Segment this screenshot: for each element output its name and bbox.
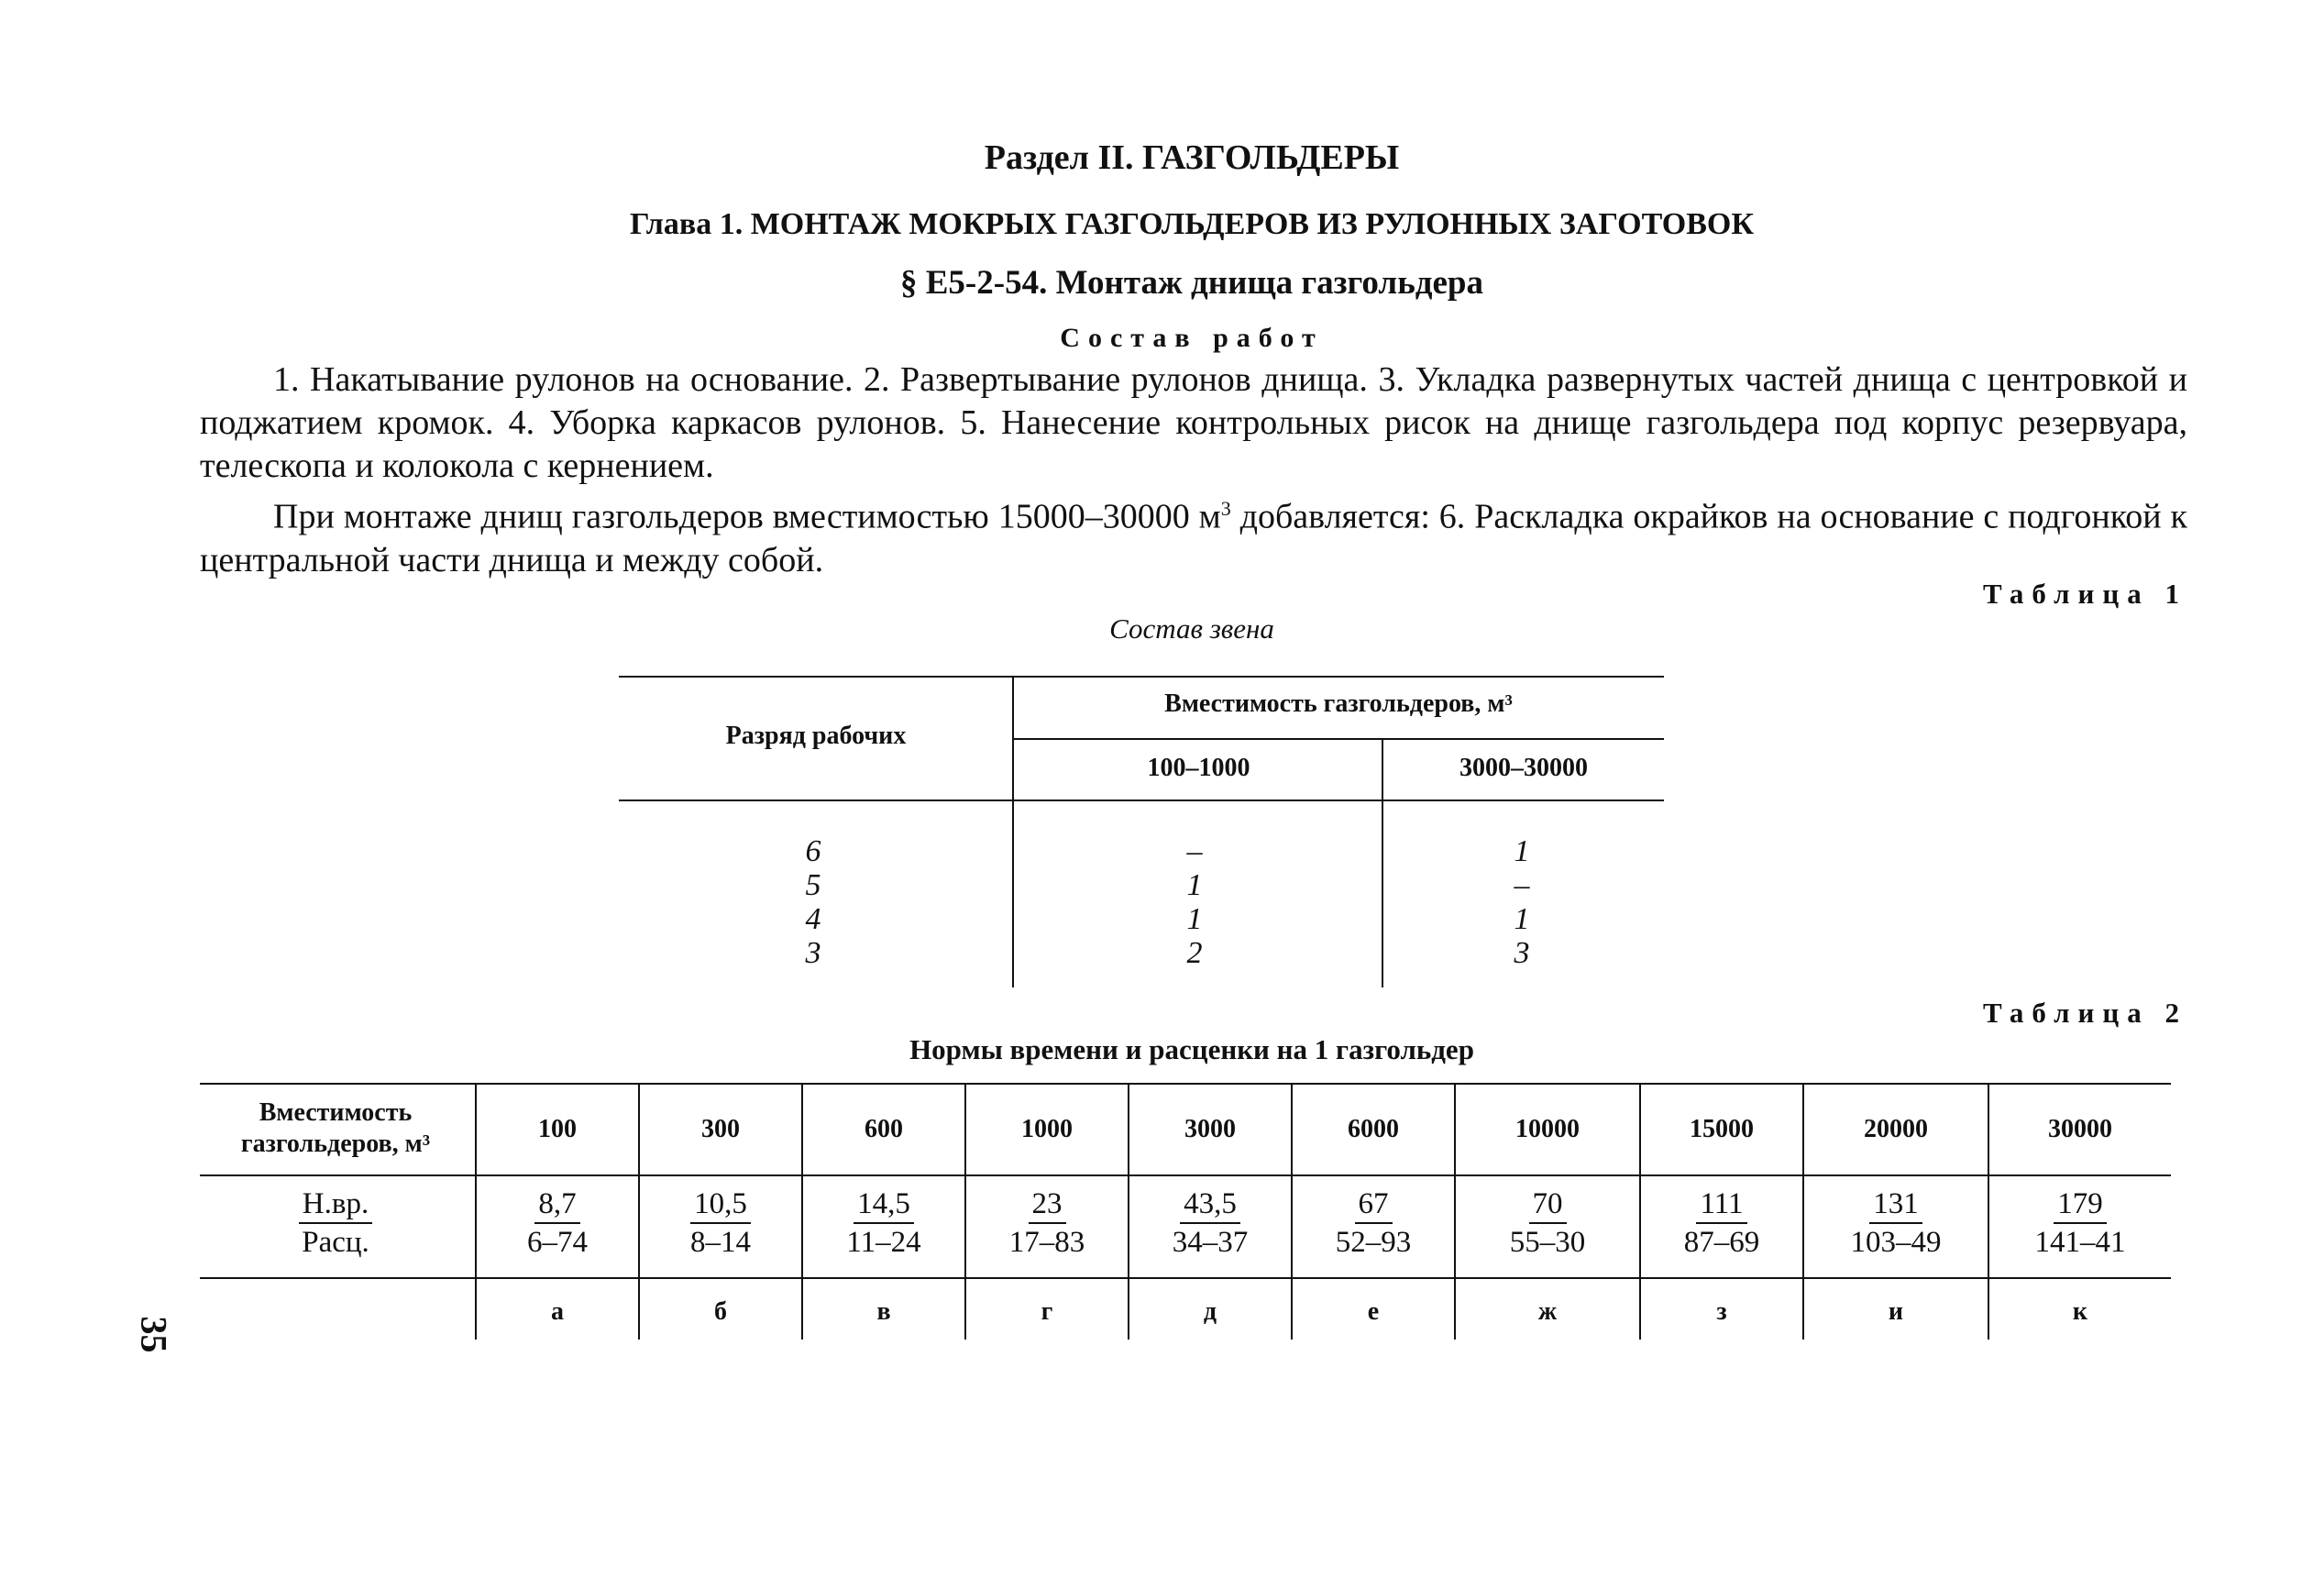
table1-top-rule	[619, 676, 1664, 678]
table1-col-a-header: 100–1000	[1147, 754, 1250, 782]
norm-rate-cell	[1129, 1186, 1291, 1261]
chapter-title: Глава 1. МОНТАЖ МОКРЫХ ГАЗГОЛЬДЕРОВ ИЗ РУЛОННЫХ ЗАГОТОВОК	[629, 207, 1755, 241]
crew-count-cell: –	[1186, 834, 1203, 868]
row-header-line-1: Вместимость	[259, 1098, 413, 1127]
table2-caption: Таблица 2	[1983, 997, 2187, 1029]
grade-cell: 4	[805, 902, 821, 936]
column-letter: а	[551, 1297, 564, 1326]
capacity-header-cell: 300	[701, 1115, 740, 1143]
table2-bottom-rule	[200, 1277, 2171, 1279]
section-title: Раздел II. ГАЗГОЛЬДЕРЫ	[984, 138, 1400, 177]
capacity-header-cell: 600	[865, 1115, 903, 1143]
norm-value: 131	[1869, 1186, 1922, 1224]
norm-value: 43,5	[1180, 1186, 1240, 1224]
crew-count-cell: 1	[1514, 834, 1530, 868]
norm-label: Н.вр.	[299, 1186, 372, 1224]
norm-rate-cell	[477, 1186, 638, 1261]
table1-caption: Таблица 1	[1983, 578, 2187, 610]
column-letter: г	[1041, 1297, 1053, 1326]
table2-top-rule	[200, 1083, 2171, 1085]
work-composition-title: Состав работ	[1060, 323, 1324, 353]
rate-value: 34–37	[1172, 1226, 1249, 1259]
capacity-header-cell: 100	[538, 1115, 577, 1143]
crew-count-cell: 1	[1186, 868, 1203, 902]
rate-value: 87–69	[1683, 1226, 1760, 1259]
table1-vline-1	[1012, 678, 1014, 987]
additional-steps-paragraph: При монтаже днищ газгольдеров вместимостью 15000–30000 $м^3$ добавляется: 6. Раскладка окрайков на основание с подгонкой к центральной части днища и между собой.	[200, 497, 2187, 579]
norm-rate-label	[200, 1186, 471, 1261]
capacity-header-cell: 20000	[1864, 1115, 1928, 1143]
table1-col-b-header: 3000–30000	[1459, 754, 1588, 782]
capacity-header-cell: 1000	[1021, 1115, 1073, 1143]
column-letter: б	[714, 1297, 727, 1326]
rate-value: 17–83	[1008, 1226, 1085, 1259]
grade-cell: 6	[805, 834, 821, 868]
rate-value: 141–41	[2034, 1226, 2126, 1259]
table1-workers-header: Разряд рабочих	[725, 722, 907, 750]
table1-title: Состав звена	[1109, 612, 1274, 645]
capacity-header-cell: 15000	[1690, 1115, 1754, 1143]
crew-count-cell: 1	[1514, 902, 1530, 936]
norm-rate-cell	[966, 1186, 1128, 1261]
page-number: 35	[133, 1316, 175, 1353]
norm-value: 179	[2054, 1186, 2107, 1224]
column-letter: з	[1716, 1297, 1727, 1326]
norm-value: 70	[1529, 1186, 1567, 1224]
table1-head-rule	[619, 800, 1664, 801]
crew-count-cell: 2	[1186, 936, 1203, 970]
paragraph-title: § Е5-2-54. Монтаж днища газгольдера	[900, 264, 1483, 302]
norm-rate-cell	[1804, 1186, 1988, 1261]
table2-title: Нормы времени и расценки на 1 газгольдер	[909, 1033, 1474, 1065]
table1-vline-2	[1382, 739, 1383, 987]
rate-label: Расц.	[302, 1226, 369, 1259]
norm-value: 111	[1696, 1186, 1746, 1224]
norm-rate-cell	[640, 1186, 801, 1261]
grade-cell: 5	[805, 868, 821, 902]
rate-value: 103–49	[1850, 1226, 1942, 1259]
norm-rate-cell	[1641, 1186, 1802, 1261]
rate-value: 55–30	[1509, 1226, 1586, 1259]
column-letter: д	[1203, 1297, 1217, 1326]
table2-mid-rule	[200, 1174, 2171, 1176]
norm-rate-cell	[1456, 1186, 1639, 1261]
table1-sub-rule	[1013, 738, 1664, 740]
column-letter: е	[1367, 1297, 1380, 1326]
crew-count-cell: 3	[1514, 936, 1530, 970]
table2-row-header	[200, 1097, 471, 1160]
norm-value: 14,5	[854, 1186, 914, 1224]
column-letter: к	[2072, 1297, 2088, 1326]
capacity-header-cell: 3000	[1184, 1115, 1236, 1143]
norm-value: 8,7	[534, 1186, 579, 1224]
rate-value: 8–14	[690, 1226, 751, 1259]
capacity-header-cell: 10000	[1515, 1115, 1580, 1143]
rate-value: 52–93	[1335, 1226, 1412, 1259]
row-header-line-2: газгольдеров, м³	[240, 1130, 431, 1158]
crew-count-cell: 1	[1186, 902, 1203, 936]
norm-rate-cell	[1989, 1186, 2171, 1261]
column-letter: ж	[1537, 1297, 1558, 1326]
rate-value: 11–24	[846, 1226, 921, 1259]
work-steps-paragraph: 1. Накатывание рулонов на основание. 2. Развертывание рулонов днища. 3. Укладка развернутых частей днища с центровкой и поджатием кромок. 4. Уборка каркасов рулонов. 5. Нанесение контрольных рисок на днище газгольдера под корпус резервуара, телескопа и колокола с кернением.	[200, 360, 2187, 485]
norm-value: 67	[1355, 1186, 1393, 1224]
norm-rate-cell	[1293, 1186, 1454, 1261]
column-letter: и	[1888, 1297, 1904, 1326]
capacity-header-cell: 30000	[2048, 1115, 2112, 1143]
grade-cell: 3	[805, 936, 821, 970]
rate-value: 6–74	[527, 1226, 588, 1259]
capacity-header-cell: 6000	[1348, 1115, 1399, 1143]
table1-capacity-header: Вместимость газгольдеров, м³	[1164, 689, 1513, 718]
crew-count-cell: –	[1514, 868, 1530, 902]
norm-value: 10,5	[690, 1186, 751, 1224]
norm-rate-cell	[803, 1186, 964, 1261]
column-letter: в	[876, 1297, 891, 1326]
norm-value: 23	[1029, 1186, 1066, 1224]
